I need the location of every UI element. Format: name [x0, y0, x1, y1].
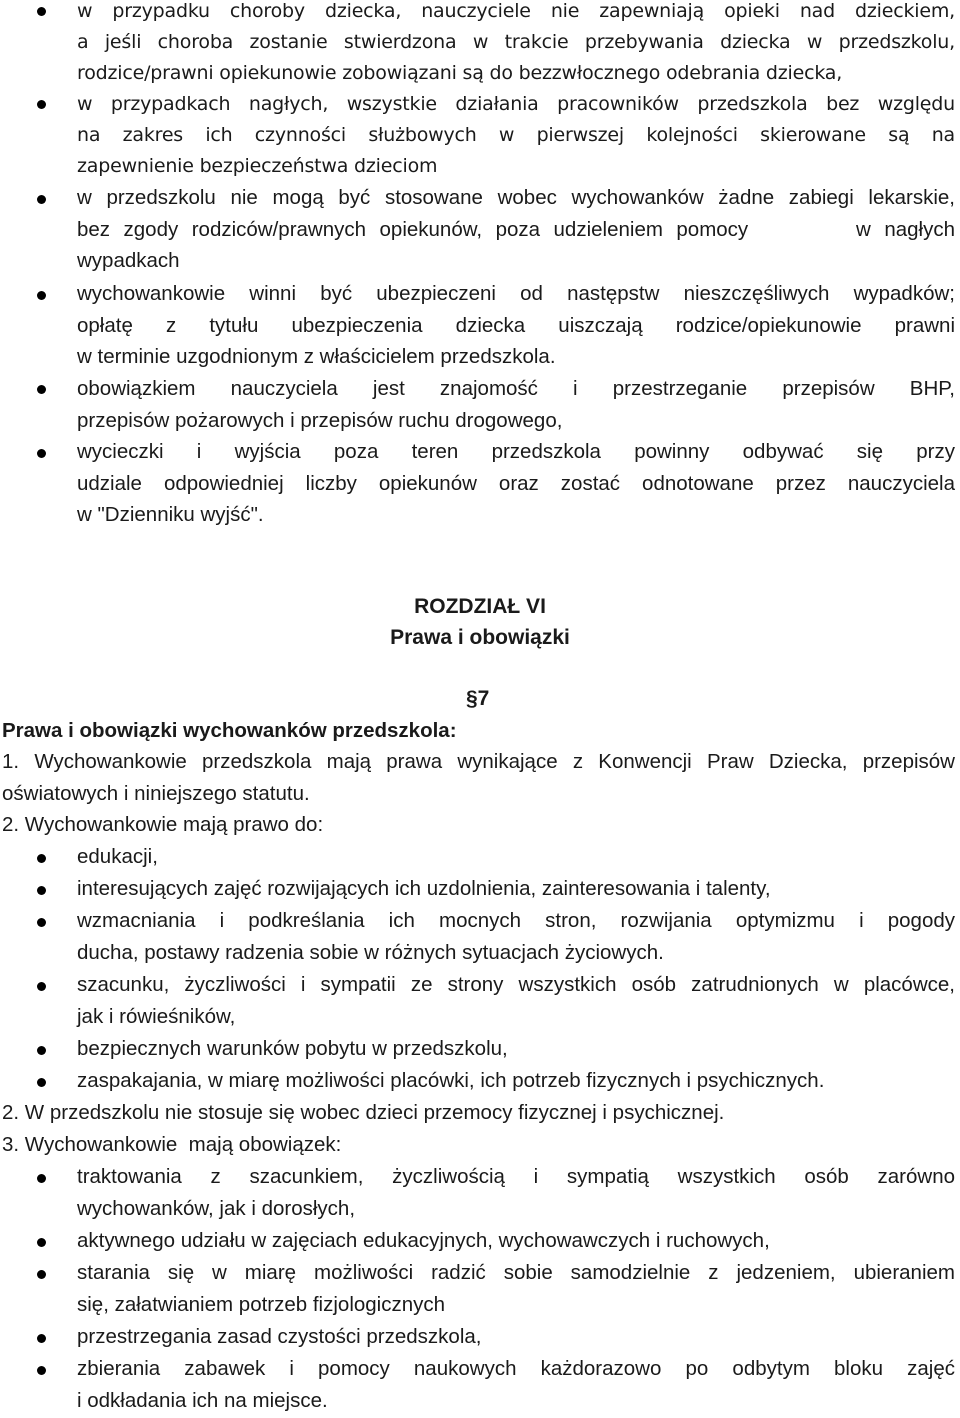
list-item-line: traktowania z szacunkiem, życzliwością i sympatią wszystkich osób zarówno — [77, 1165, 955, 1188]
chapter-title: ROZDZIAŁ VI — [414, 595, 546, 618]
list-item-line: interesujących zajęć rozwijających ich uzdolnienia, zainteresowania i talenty, — [77, 877, 771, 900]
list-item-line: w terminie uzgodnionym z właścicielem przedszkola. — [77, 345, 556, 368]
bullet-dot-icon — [37, 100, 46, 109]
bullet-dot-icon — [37, 7, 46, 16]
list-item-line: zaspakajania, w miarę możliwości placówki, ich potrzeb fizycznych i psychicznych. — [77, 1069, 825, 1092]
list-item-line: a jeśli choroba zostanie stwierdzona w trakcie przebywania dziecka w przedszkolu, — [77, 31, 955, 53]
list-item-line: w przypadku choroby dziecka, nauczyciele nie zapewniają opieki nad dzieckiem, — [77, 0, 955, 22]
list-item-line: ducha, postawy radzenia sobie w różnych sytuacjach życiowych. — [77, 941, 664, 964]
bullet-dot-icon — [37, 1238, 46, 1247]
point-1-line: 1. Wychowankowie przedszkola mają prawa wynikające z Konwencji Praw Dziecka, przepisów — [2, 750, 955, 773]
list-item-line: przestrzegania zasad czystości przedszkola, — [77, 1325, 482, 1348]
bullet-dot-icon — [37, 886, 46, 895]
point-2-intro: 2. Wychowankowie mają prawo do: — [2, 813, 324, 836]
list-item-line: szacunku, życzliwości i sympatii ze strony wszystkich osób zatrudnionych w placówce, — [77, 973, 955, 996]
point-2b: 2. W przedszkolu nie stosuje się wobec dzieci przemocy fizycznej i psychicznej. — [2, 1101, 725, 1124]
list-item-line: wychowanków, jak i dorosłych, — [77, 1197, 356, 1220]
point-1-line: oświatowych i niniejszego statutu. — [2, 782, 310, 805]
list-item-line: wzmacniania i podkreślania ich mocnych stron, rozwijania optymizmu i pogody — [77, 909, 955, 932]
paragraph-mark: §7 — [466, 687, 490, 710]
list-item-line: udziale odpowiedniej liczby opiekunów oraz zostać odnotowane przez nauczyciela — [77, 472, 955, 495]
bullet-dot-icon — [37, 291, 46, 300]
list-item-line: w przypadkach nagłych, wszystkie działania pracowników przedszkola bez względu — [77, 93, 955, 115]
list-item-line: się, załatwianiem potrzeb fizjologicznych — [77, 1293, 446, 1316]
bullet-dot-icon — [37, 1270, 46, 1279]
list-item-line: bezpiecznych warunków pobytu w przedszkolu, — [77, 1037, 508, 1060]
bullet-dot-icon — [37, 918, 46, 927]
list-item-line: aktywnego udziału w zajęciach edukacyjnych, wychowawczych i ruchowych, — [77, 1229, 770, 1252]
bullet-dot-icon — [37, 1046, 46, 1055]
list-item-line: i odkładania ich na miejsce. — [77, 1389, 328, 1412]
list-item-line: starania się w miarę możliwości radzić sobie samodzielnie z jedzeniem, ubieraniem — [77, 1261, 955, 1284]
list-item-line: przepisów pożarowych i przepisów ruchu drogowego, — [77, 409, 563, 432]
list-item-line: opłatę z tytułu ubezpieczenia dziecka uiszczają rodzice/opiekunowie prawni — [77, 314, 955, 337]
list-item-line: na zakres ich czynności służbowych w pierwszej kolejności skierowane są na — [77, 124, 955, 146]
list-item-line: wycieczki i wyjścia poza teren przedszkola powinny odbywać się przy — [77, 440, 955, 463]
bullet-dot-icon — [37, 854, 46, 863]
list-item-line: zapewnienie bezpieczeństwa dzieciom — [77, 155, 438, 177]
list-item-line: jak i rówieśników, — [77, 1005, 236, 1028]
chapter-subtitle: Prawa i obowiązki — [390, 626, 570, 649]
bullet-dot-icon — [37, 385, 46, 394]
bullet-dot-icon — [37, 449, 46, 458]
bullet-dot-icon — [37, 1366, 46, 1375]
bullet-dot-icon — [37, 1334, 46, 1343]
list-item-line: wychowankowie winni być ubezpieczeni od następstw nieszczęśliwych wypadków; — [77, 282, 955, 305]
list-item-line: w przedszkolu nie mogą być stosowane wobec wychowanków żadne zabiegi lekarskie, — [77, 186, 955, 209]
list-item-line: obowiązkiem nauczyciela jest znajomość i przestrzeganie przepisów BHP, — [77, 377, 955, 400]
point-3-intro: 3. Wychowankowie mają obowiązek: — [2, 1133, 342, 1156]
list-item-line: zbierania zabawek i pomocy naukowych każdorazowo po odbytym bloku zajęć — [77, 1357, 955, 1380]
list-item-line: rodzice/prawni opiekunowie zobowiązani są do bezzwłocznego odebrania dziecka, — [77, 62, 843, 84]
list-item-line: bez zgody rodziców/prawnych opiekunów, poza udzieleniem pomocy w nagłych — [77, 218, 955, 241]
bullet-dot-icon — [37, 1174, 46, 1183]
list-item-line: w "Dzienniku wyjść". — [77, 503, 264, 526]
bullet-dot-icon — [37, 195, 46, 204]
list-item-line: wypadkach — [77, 249, 180, 272]
section-heading: Prawa i obowiązki wychowanków przedszkola: — [2, 719, 457, 742]
list-item-line: edukacji, — [77, 845, 158, 868]
bullet-dot-icon — [37, 1078, 46, 1087]
bullet-dot-icon — [37, 982, 46, 991]
